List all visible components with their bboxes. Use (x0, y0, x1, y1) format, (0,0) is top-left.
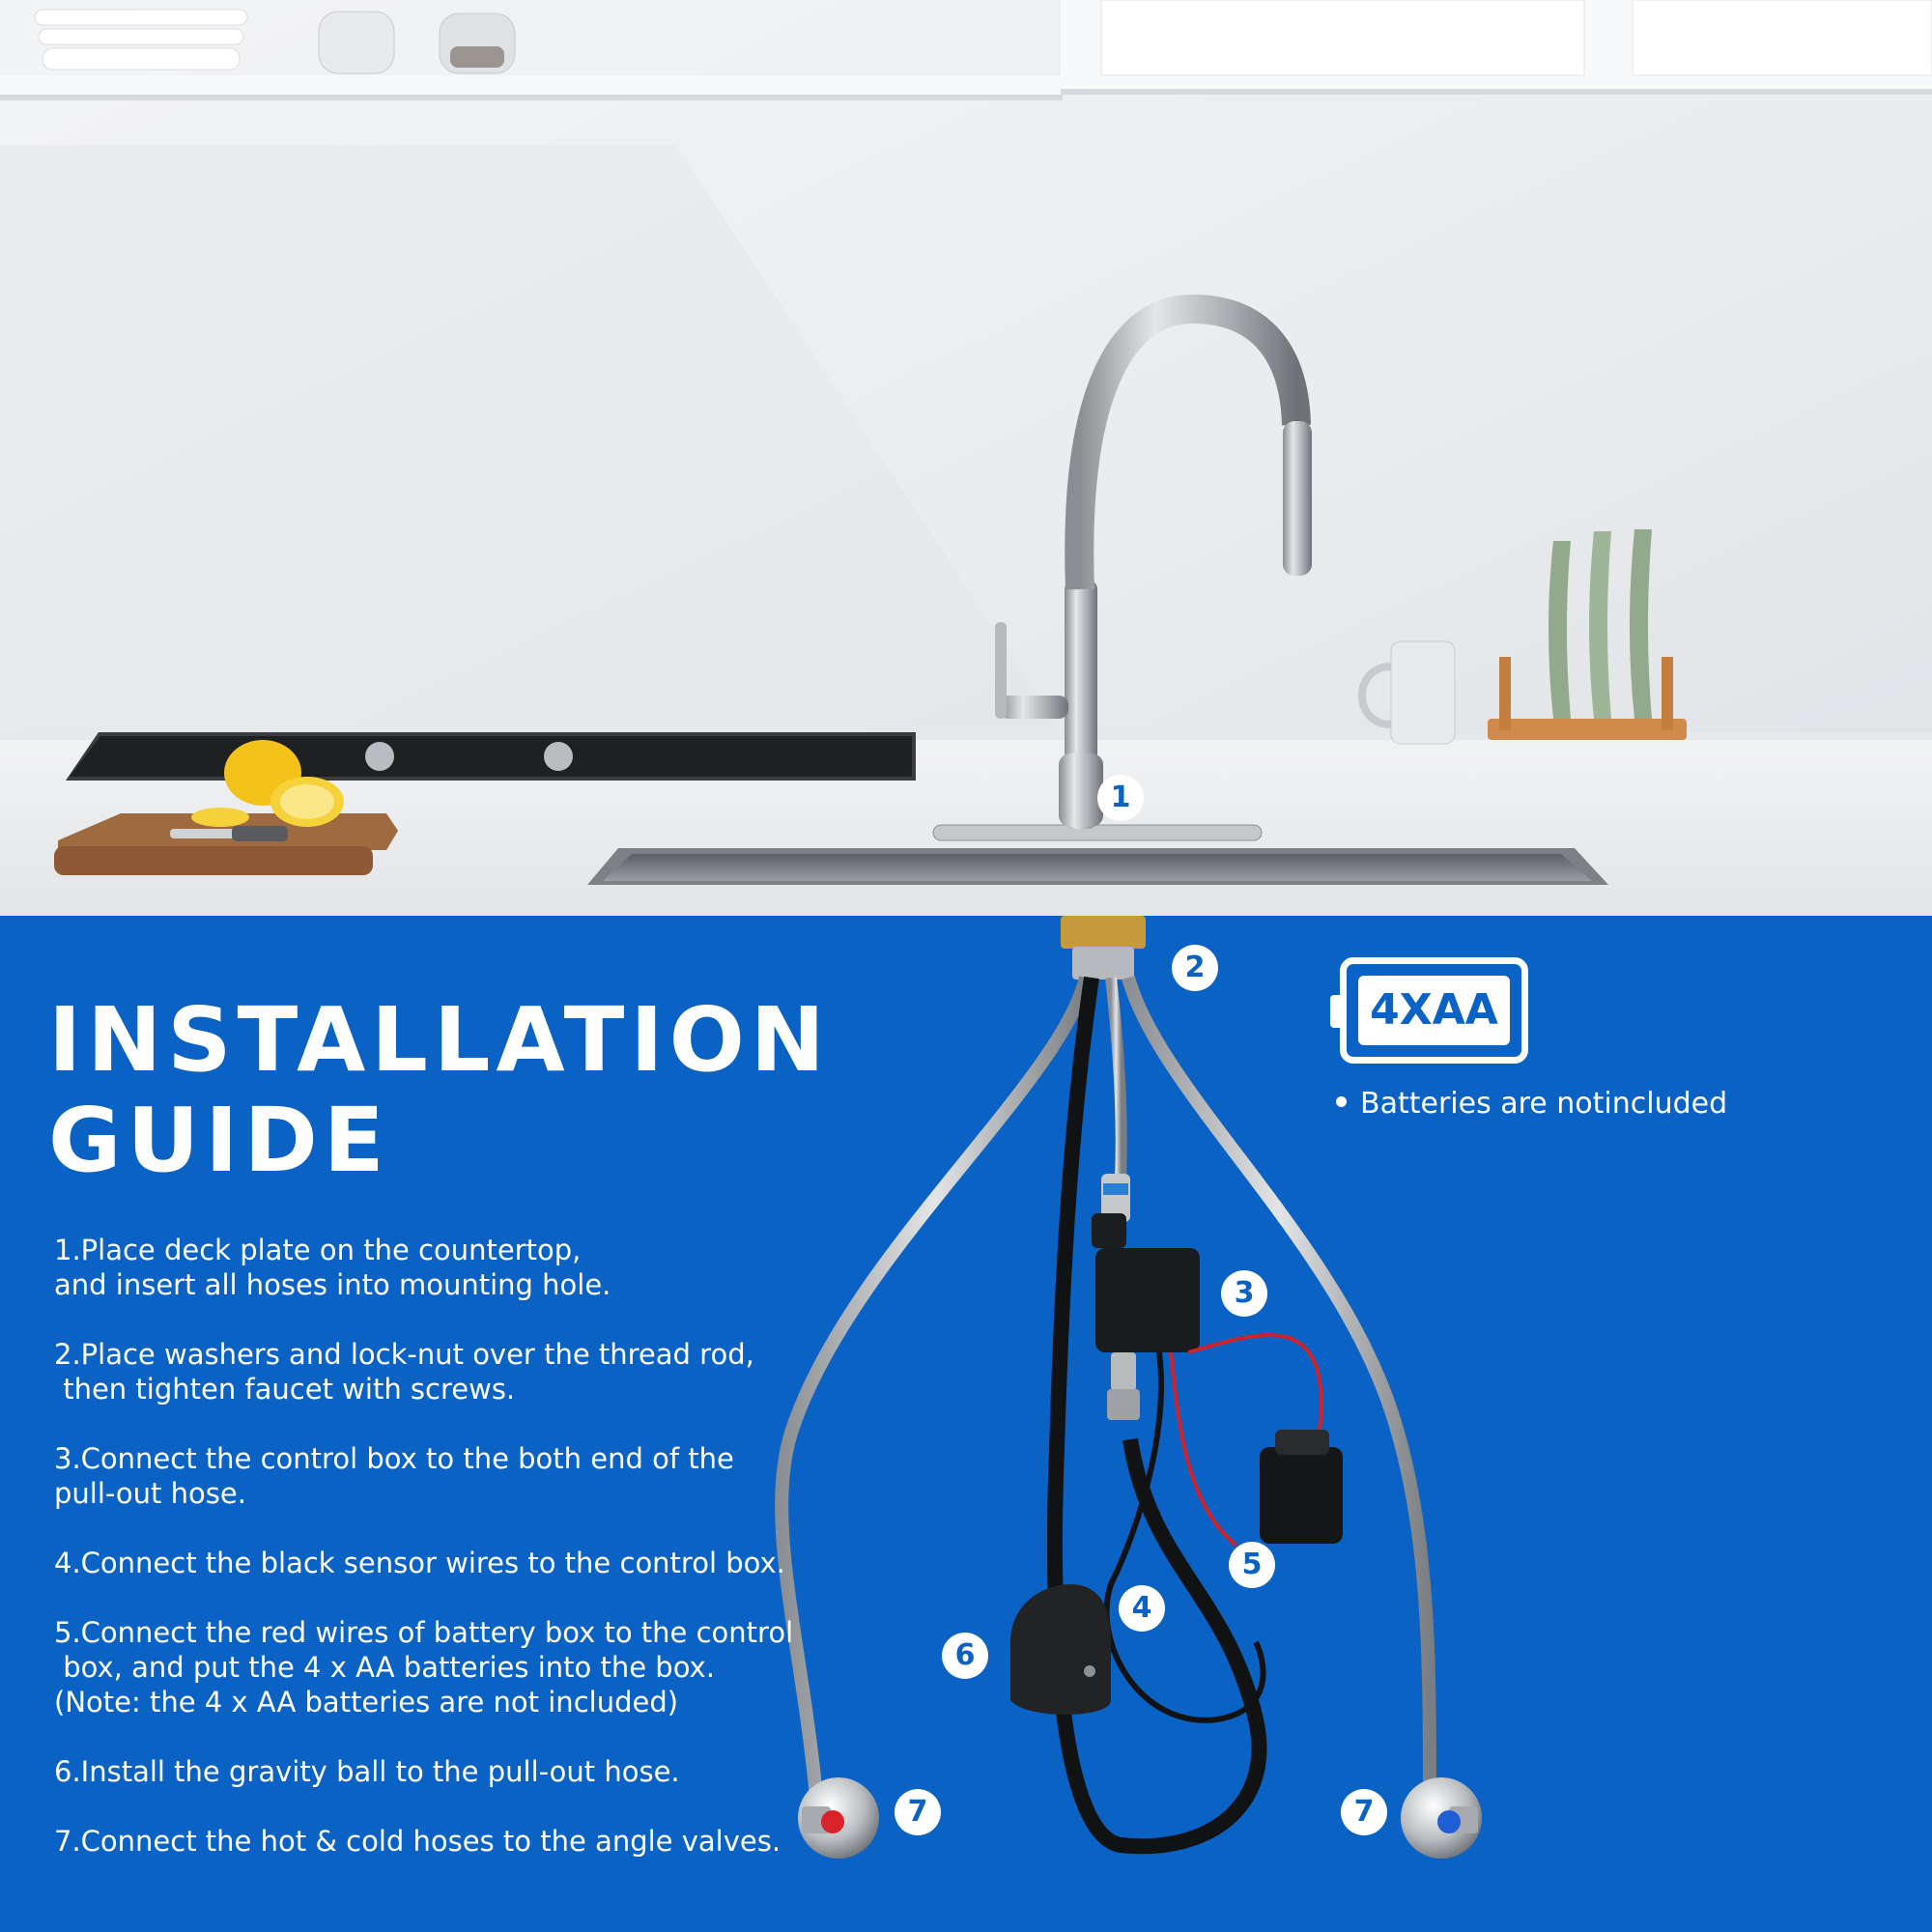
title-line-2: GUIDE (48, 1089, 390, 1192)
kitchen-scene-illustration (0, 0, 1932, 916)
bullet-icon (1336, 1096, 1347, 1107)
battery-label: 4XAA (1358, 976, 1510, 1045)
step-6: 6.Install the gravity ball to the pull-out hose. (54, 1755, 680, 1788)
step-2: 2.Place washers and lock-nut over the thread rod, then tighten faucet with screws. (54, 1338, 754, 1406)
callout-2: 2 (1172, 945, 1218, 991)
callout-1: 1 (1097, 775, 1144, 821)
step-5: 5.Connect the red wires of battery box to the control box, and put the 4 x AA batteries into the box. (Note: the 4 x AA batteries are not included) (54, 1616, 794, 1719)
callout-4: 4 (1119, 1585, 1165, 1632)
title-line-1: INSTALLATION (48, 988, 831, 1092)
callout-6: 6 (942, 1633, 988, 1679)
callout-7-cold: 7 (1341, 1789, 1387, 1835)
instruction-steps (54, 1233, 794, 1893)
battery-note (1336, 1087, 1727, 1121)
battery-note-text: Batteries are notincluded (1360, 1087, 1728, 1121)
callout-3: 3 (1221, 1270, 1267, 1317)
step-1: 1.Place deck plate on the countertop, and insert all hoses into mounting hole. (54, 1234, 611, 1301)
callout-7-hot: 7 (895, 1789, 941, 1835)
callout-5: 5 (1229, 1542, 1275, 1588)
step-7: 7.Connect the hot & cold hoses to the angle valves. (54, 1825, 781, 1858)
battery-icon (1340, 957, 1528, 1064)
page-title (48, 990, 831, 1191)
step-4: 4.Connect the black sensor wires to the control box. (54, 1547, 785, 1579)
step-3: 3.Connect the control box to the both end of the pull-out hose. (54, 1442, 734, 1510)
